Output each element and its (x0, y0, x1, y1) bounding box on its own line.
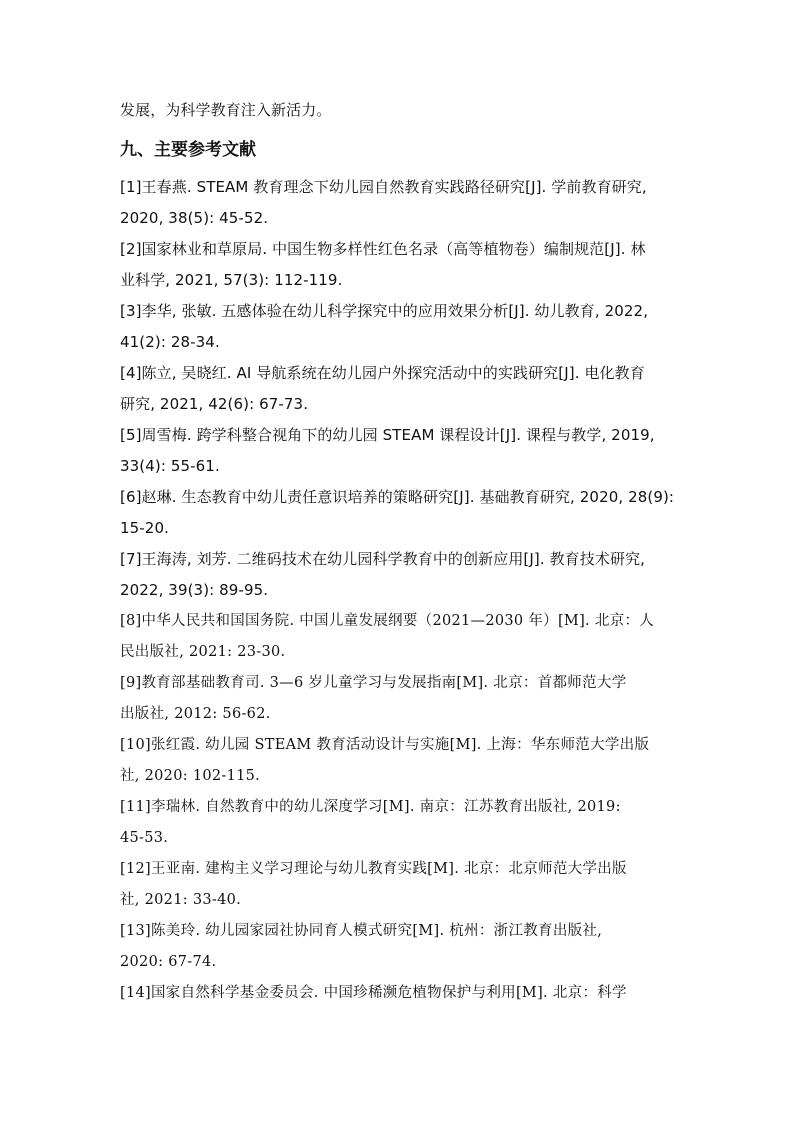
reference-item-9 (120, 668, 676, 730)
reference-item-12 (120, 854, 676, 916)
reference-line: [1]王春燕. STEAM 教育理念下幼儿园自然教育实践路径研究[J]. 学前教育研究, (120, 178, 647, 196)
reference-line: 2020: 67-74. (120, 954, 217, 970)
reference-item-7 (120, 544, 676, 606)
reference-line: [4]陈立, 吴晓红. AI 导航系统在幼儿园户外探究活动中的实践研究[J]. 电化教育 (120, 364, 645, 382)
reference-item-13 (120, 916, 676, 978)
reference-line: 2020, 38(5): 45-52. (120, 209, 269, 227)
reference-line: [9]教育部基础教育司. 3—6 岁儿童学习与发展指南[M]. 北京：首都师范大学 (120, 675, 627, 691)
reference-line: 2022, 39(3): 89-95. (120, 581, 269, 599)
reference-line: [14]国家自然科学基金委员会. 中国珍稀濒危植物保护与利用[M]. 北京：科学 (120, 985, 627, 1001)
reference-item-11 (120, 792, 676, 854)
reference-line: 社, 2021: 33-40. (120, 892, 242, 908)
reference-line: [8]中华人民共和国国务院. 中国儿童发展纲要（2021—2030 年）[M]. 北京：人 (120, 613, 655, 629)
reference-line: 民出版社, 2021: 23-30. (120, 644, 286, 660)
reference-line: 41(2): 28-34. (120, 333, 220, 351)
reference-line: [12]王亚南. 建构主义学习理论与幼儿教育实践[M]. 北京：北京师范大学出版 (120, 861, 627, 877)
reference-item-14 (120, 978, 676, 1009)
reference-line: [5]周雪梅. 跨学科整合视角下的幼儿园 STEAM 课程设计[J]. 课程与教学, 2019, (120, 426, 655, 444)
reference-item-5 (120, 420, 676, 482)
reference-line: [13]陈美玲. 幼儿园家园社协同育人模式研究[M]. 杭州：浙江教育出版社, (120, 923, 603, 939)
reference-line: 15-20. (120, 519, 169, 537)
reference-item-4 (120, 358, 676, 420)
reference-line: [11]李瑞林. 自然教育中的幼儿深度学习[M]. 南京：江苏教育出版社, 2019: (120, 799, 621, 815)
reference-item-2 (120, 234, 676, 296)
reference-line: [10]张红霞. 幼儿园 STEAM 教育活动设计与实施[M]. 上海：华东师范大学出版 (120, 737, 650, 753)
reference-line: 业科学, 2021, 57(3): 112-119. (120, 271, 343, 289)
reference-line: [3]李华, 张敏. 五感体验在幼儿科学探究中的应用效果分析[J]. 幼儿教育, 2022, (120, 302, 649, 320)
reference-item-3 (120, 296, 676, 358)
reference-line: 社, 2020: 102-115. (120, 768, 261, 784)
reference-item-6 (120, 482, 676, 544)
reference-line: [6]赵琳. 生态教育中幼儿责任意识培养的策略研究[J]. 基础教育研究, 2020, 28(9): (120, 488, 675, 506)
reference-item-1 (120, 172, 676, 234)
reference-item-8 (120, 606, 676, 668)
reference-line: [7]王海涛, 刘芳. 二维码技术在幼儿园科学教育中的创新应用[J]. 教育技术研究, (120, 550, 646, 568)
reference-line: 45-53. (120, 830, 169, 846)
reference-line: 研究, 2021, 42(6): 67-73. (120, 395, 309, 413)
reference-line: [2]国家林业和草原局. 中国生物多样性红色名录（高等植物卷）编制规范[J]. 林 (120, 240, 646, 258)
section-heading: 九、主要参考文献 (120, 140, 256, 160)
reference-item-10 (120, 730, 676, 792)
reference-line: 出版社, 2012: 56-62. (120, 706, 271, 722)
reference-line: 33(4): 55-61. (120, 457, 220, 475)
intro-text-line: 发展，为科学教育注入新活力。 (120, 101, 332, 119)
